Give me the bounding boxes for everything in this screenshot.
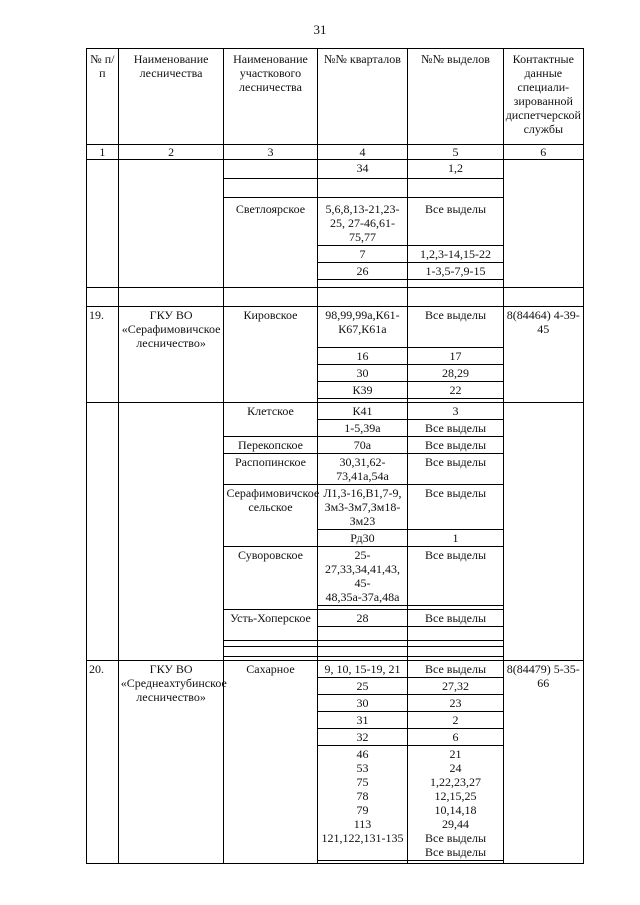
cell-quarters: 7 — [317, 246, 408, 263]
cell-empty — [408, 647, 503, 657]
cell-empty — [317, 647, 408, 657]
list-item: 121,122,131-135 — [321, 831, 404, 845]
cell-sections: 1,2 — [408, 160, 503, 179]
cell-sections: Все выделы — [408, 610, 503, 627]
cell-empty — [224, 647, 317, 657]
list-item: 113 — [353, 817, 372, 831]
cell-quarters: 98,99,99а,К61-К67,К61а — [317, 307, 408, 348]
list-item: 75 — [356, 775, 369, 789]
cell-empty — [317, 280, 408, 288]
cell-quarters-list — [317, 746, 408, 861]
column-number: 1 — [87, 145, 119, 160]
cell-quarters: 28 — [317, 610, 408, 627]
cell-empty — [408, 861, 503, 864]
cell-sections: Все выделы — [408, 485, 503, 530]
cell-sections: 17 — [408, 348, 503, 365]
list-item: 10,14,18 — [434, 803, 477, 817]
table-header-row — [87, 49, 584, 145]
cell-sections-list — [408, 746, 503, 861]
header-number: № п/п — [87, 49, 119, 145]
list-item: 29,44 — [442, 817, 470, 831]
list-item: 46 — [356, 747, 369, 761]
column-number: 2 — [118, 145, 224, 160]
cell-sections: 1-3,5-7,9-15 — [408, 263, 503, 280]
list-item: 24 — [449, 761, 462, 775]
list-item: 1,22,23,27 — [430, 775, 482, 789]
cell-sections: Все выделы — [408, 307, 503, 348]
forestry-table — [86, 48, 584, 864]
cell-quarters: Рд30 — [317, 530, 408, 547]
cell-district: Распопинское — [224, 454, 317, 485]
header-sections: №№ выделов — [408, 49, 503, 145]
cell-empty — [408, 179, 503, 198]
header-contacts: Контактные данные специали-зированной диспетчерской службы — [503, 49, 583, 145]
cell-district: Сахарное — [224, 661, 317, 864]
cell-empty — [118, 288, 224, 307]
cell-sections: 1,2,3-14,15-22 — [408, 246, 503, 263]
cell-empty — [503, 160, 583, 288]
cell-empty — [87, 403, 119, 661]
cell-empty — [87, 160, 119, 288]
table-row — [87, 307, 584, 348]
cell-contacts: 8(84479) 5-35-66 — [503, 661, 583, 864]
cell-empty — [317, 861, 408, 864]
cell-sections: Все выделы — [408, 420, 503, 437]
column-number: 3 — [224, 145, 317, 160]
list-item: Все выделы — [425, 845, 487, 859]
cell-quarters: 16 — [317, 348, 408, 365]
table-row — [87, 403, 584, 420]
cell-empty — [118, 160, 224, 288]
table-row — [87, 661, 584, 678]
cell-sections: Все выделы — [408, 437, 503, 454]
cell-empty — [87, 288, 119, 307]
list-item: 53 — [356, 761, 369, 775]
cell-quarters: 5,6,8,13-21,23-25, 27-46,61-75,77 — [317, 198, 408, 246]
cell-empty — [317, 179, 408, 198]
list-item: 78 — [356, 789, 369, 803]
cell-empty — [224, 288, 317, 307]
cell-sections: 3 — [408, 403, 503, 420]
page-number: 31 — [313, 22, 327, 37]
cell-quarters: 25 — [317, 678, 408, 695]
cell-empty — [224, 179, 317, 198]
column-number: 4 — [317, 145, 408, 160]
cell-quarters: 32 — [317, 729, 408, 746]
cell-contacts: 8(84464) 4-39-45 — [503, 307, 583, 403]
cell-quarters: К41 — [317, 403, 408, 420]
cell-empty — [408, 280, 503, 288]
cell-quarters: 30 — [317, 365, 408, 382]
cell-quarters: Л1,3-16,В1,7-9, Зм3-Зм7,Зм18-Зм23 — [317, 485, 408, 530]
cell-forestry-name: ГКУ ВО «Серафимовичское лесничество» — [118, 307, 224, 403]
cell-sections: 23 — [408, 695, 503, 712]
cell-quarters: 9, 10, 15-19, 21 — [317, 661, 408, 678]
cell-quarters: 70а — [317, 437, 408, 454]
table-row — [87, 160, 584, 179]
cell-quarters: К39 — [317, 382, 408, 399]
cell-district: Клетское — [224, 403, 317, 437]
cell-sections: Все выделы — [408, 198, 503, 246]
cell-district: Суворовское — [224, 547, 317, 610]
cell-row-number: 19. — [87, 307, 119, 403]
column-number-row — [87, 145, 584, 160]
cell-quarters: 1-5,39а — [317, 420, 408, 437]
cell-sections: 6 — [408, 729, 503, 746]
cell-sections: Все выделы — [408, 547, 503, 606]
column-number: 6 — [503, 145, 583, 160]
cell-sections: 27,32 — [408, 678, 503, 695]
list-item: 79 — [356, 803, 369, 817]
header-quarters: №№ кварталов — [317, 49, 408, 145]
cell-sections: Все выделы — [408, 454, 503, 485]
cell-empty — [224, 160, 317, 179]
cell-district: Перекопское — [224, 437, 317, 454]
cell-quarters: 34 — [317, 160, 408, 179]
list-item: 21 — [449, 747, 462, 761]
list-item: 12,15,25 — [434, 789, 477, 803]
cell-district: Усть-Хоперское — [224, 610, 317, 641]
cell-empty — [118, 403, 224, 661]
cell-empty — [317, 627, 408, 641]
cell-sections: 22 — [408, 382, 503, 399]
cell-empty — [503, 403, 583, 661]
cell-row-number: 20. — [87, 661, 119, 864]
cell-sections: 2 — [408, 712, 503, 729]
cell-district: Серафимовичское сельское — [224, 485, 317, 547]
cell-empty — [317, 288, 408, 307]
cell-empty — [503, 288, 583, 307]
cell-quarters: 31 — [317, 712, 408, 729]
header-forestry: Наименование лесничества — [118, 49, 224, 145]
cell-forestry-name: ГКУ ВО «Среднеахтубинское лесничество» — [118, 661, 224, 864]
cell-empty — [408, 288, 503, 307]
cell-sections: Все выделы — [408, 661, 503, 678]
table-row — [87, 288, 584, 307]
cell-district: Светлоярское — [224, 198, 317, 288]
cell-quarters: 30 — [317, 695, 408, 712]
header-district-forestry: Наименование участкового лесничества — [224, 49, 317, 145]
cell-district: Кировское — [224, 307, 317, 403]
cell-sections: 1 — [408, 530, 503, 547]
cell-quarters: 30,31,62-73,41а,54а — [317, 454, 408, 485]
cell-quarters: 25-27,33,34,41,43, 45-48,35а-37а,48а — [317, 547, 408, 606]
cell-sections: 28,29 — [408, 365, 503, 382]
cell-empty — [408, 627, 503, 641]
column-number: 5 — [408, 145, 503, 160]
cell-quarters: 26 — [317, 263, 408, 280]
list-item: Все выделы — [425, 831, 487, 845]
